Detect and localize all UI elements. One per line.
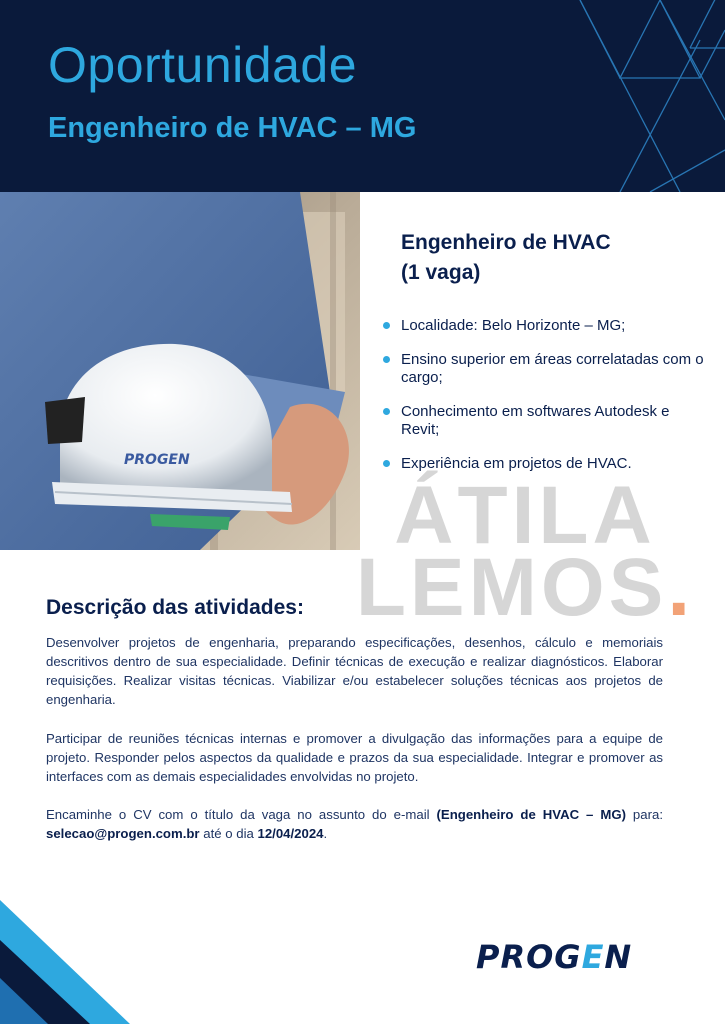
description-paragraph-2: Participar de reuniões técnicas internas e promover a divulgação das informações para a equipe de projeto. Responder pelos aspectos da qualidade e prazos da sua especialidade. Integrar e promover as interfaces com as demais especialidades envolvidas no projeto. xyxy=(46,731,663,784)
apply-end: . xyxy=(323,826,328,841)
watermark-line2 xyxy=(325,542,725,633)
apply-email-link[interactable]: selecao@progen.com.br xyxy=(46,826,200,841)
header-banner xyxy=(0,0,725,192)
job-title xyxy=(401,228,611,288)
watermark-dot: . xyxy=(667,542,695,633)
logo-text-part3: N xyxy=(604,938,633,976)
watermark-line1: ÁTILA xyxy=(394,470,656,561)
requirement-text: Ensino superior em áreas correlatadas com o cargo; xyxy=(401,351,704,386)
requirement-text: Conhecimento em softwares Autodesk e Revit; xyxy=(401,403,670,438)
bullet-icon xyxy=(383,356,390,363)
corner-triangle-decoration xyxy=(0,900,130,1024)
bullet-icon xyxy=(383,322,390,329)
apply-subject: (Engenheiro de HVAC – MG) xyxy=(436,807,626,822)
apply-until: até o dia xyxy=(199,826,258,841)
photo-illustration xyxy=(0,192,360,550)
apply-date: 12/04/2024 xyxy=(257,826,324,841)
page-title: Oportunidade xyxy=(48,37,358,93)
watermark-line2-text: LEMOS xyxy=(355,542,668,633)
triangle-pattern-decoration xyxy=(560,0,725,192)
watermark xyxy=(325,470,725,633)
logo-text-part2: E xyxy=(581,938,605,976)
apply-prefix: Encaminhe o CV com o título da vaga no assunto do e-mail xyxy=(46,807,437,822)
application-instructions xyxy=(46,805,663,843)
apply-mid: para: xyxy=(625,807,663,822)
list-item xyxy=(381,351,706,387)
progen-logo xyxy=(476,938,632,976)
worker-helmet-photo xyxy=(0,192,360,550)
requirements-list xyxy=(381,317,706,489)
list-item xyxy=(381,403,706,439)
job-title-line1: Engenheiro de HVAC xyxy=(401,231,611,254)
bullet-icon xyxy=(383,408,390,415)
job-title-line2: (1 vaga) xyxy=(401,261,481,284)
page-subtitle: Engenheiro de HVAC – MG xyxy=(48,112,417,144)
svg-text:PROGEN: PROGEN xyxy=(124,452,190,468)
bullet-icon xyxy=(383,460,390,467)
logo-text-part1: PROG xyxy=(476,938,582,976)
description-heading: Descrição das atividades: xyxy=(46,596,304,619)
requirement-text: Experiência em projetos de HVAC. xyxy=(401,455,632,472)
description-paragraph-1: Desenvolver projetos de engenharia, preparando especificações, desenhos, cálculo e memoriais descritivos dentro de sua especialidade. Definir técnicas de execução e realizar diagnósticos. Elaborar requisições. Realizar visitas técnicas. Viabilizar e/ou estabelecer soluções técnicas aos projetos de engenharia. xyxy=(46,635,663,707)
list-item xyxy=(381,317,706,335)
requirement-text: Localidade: Belo Horizonte – MG; xyxy=(401,317,626,334)
